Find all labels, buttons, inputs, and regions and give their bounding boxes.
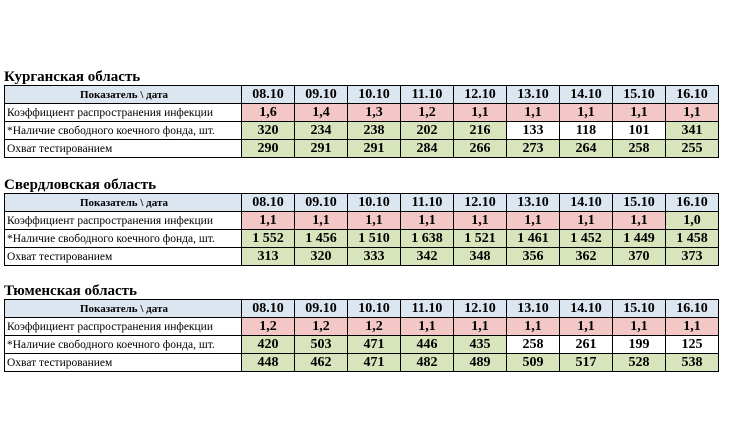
value-cell: 420 xyxy=(242,336,295,354)
value-cell: 216 xyxy=(454,122,507,140)
date-header: 14.10 xyxy=(560,300,613,318)
region-title: Тюменская область xyxy=(4,283,137,299)
value-cell: 291 xyxy=(295,140,348,158)
date-header: 11.10 xyxy=(401,194,454,212)
value-cell: 1,1 xyxy=(454,318,507,336)
value-cell: 1,1 xyxy=(560,104,613,122)
value-cell: 482 xyxy=(401,354,454,372)
value-cell: 1,1 xyxy=(613,104,666,122)
value-cell: 320 xyxy=(295,248,348,266)
region-table-sverdlovsk xyxy=(4,193,719,266)
value-cell: 1 552 xyxy=(242,230,295,248)
value-cell: 1,1 xyxy=(666,104,719,122)
row-label: Коэффициент распространения инфекции xyxy=(5,104,242,122)
value-cell: 258 xyxy=(507,336,560,354)
date-header: 13.10 xyxy=(507,194,560,212)
value-cell: 1,1 xyxy=(242,212,295,230)
value-cell: 341 xyxy=(666,122,719,140)
value-cell: 1,2 xyxy=(242,318,295,336)
value-cell: 1 510 xyxy=(348,230,401,248)
value-cell: 1,1 xyxy=(401,318,454,336)
value-cell: 320 xyxy=(242,122,295,140)
value-cell: 373 xyxy=(666,248,719,266)
value-cell: 1,1 xyxy=(613,212,666,230)
value-cell: 1,0 xyxy=(666,212,719,230)
date-header: 10.10 xyxy=(348,86,401,104)
value-cell: 266 xyxy=(454,140,507,158)
row-label: *Наличие свободного коечного фонда, шт. xyxy=(5,122,242,140)
date-header: 09.10 xyxy=(295,194,348,212)
date-header: 11.10 xyxy=(401,86,454,104)
value-cell: 1 452 xyxy=(560,230,613,248)
value-cell: 370 xyxy=(613,248,666,266)
value-cell: 489 xyxy=(454,354,507,372)
value-cell: 1,1 xyxy=(560,212,613,230)
header-row xyxy=(5,300,719,318)
date-header: 10.10 xyxy=(348,194,401,212)
value-cell: 313 xyxy=(242,248,295,266)
value-cell: 448 xyxy=(242,354,295,372)
value-cell: 471 xyxy=(348,354,401,372)
value-cell: 291 xyxy=(348,140,401,158)
value-cell: 1,3 xyxy=(348,104,401,122)
value-cell: 517 xyxy=(560,354,613,372)
value-cell: 1,1 xyxy=(507,318,560,336)
table-row xyxy=(5,248,719,266)
date-header: 12.10 xyxy=(454,300,507,318)
date-header: 09.10 xyxy=(295,86,348,104)
date-header: 14.10 xyxy=(560,194,613,212)
date-header: 13.10 xyxy=(507,300,560,318)
value-cell: 1 461 xyxy=(507,230,560,248)
table-row xyxy=(5,122,719,140)
value-cell: 101 xyxy=(613,122,666,140)
table-row xyxy=(5,336,719,354)
region-title: Свердловская область xyxy=(4,177,157,193)
value-cell: 118 xyxy=(560,122,613,140)
date-header: 15.10 xyxy=(613,86,666,104)
header-row xyxy=(5,86,719,104)
table-row xyxy=(5,104,719,122)
value-cell: 1 458 xyxy=(666,230,719,248)
row-label: Коэффициент распространения инфекции xyxy=(5,318,242,336)
value-cell: 462 xyxy=(295,354,348,372)
value-cell: 1,1 xyxy=(560,318,613,336)
date-header: 08.10 xyxy=(242,300,295,318)
value-cell: 446 xyxy=(401,336,454,354)
value-cell: 1,1 xyxy=(401,212,454,230)
value-cell: 471 xyxy=(348,336,401,354)
value-cell: 348 xyxy=(454,248,507,266)
value-cell: 255 xyxy=(666,140,719,158)
value-cell: 1,1 xyxy=(613,318,666,336)
row-label: Коэффициент распространения инфекции xyxy=(5,212,242,230)
region-table-kurgan xyxy=(4,85,719,158)
date-header: 15.10 xyxy=(613,300,666,318)
value-cell: 1,1 xyxy=(507,104,560,122)
date-header: 10.10 xyxy=(348,300,401,318)
value-cell: 1 449 xyxy=(613,230,666,248)
value-cell: 342 xyxy=(401,248,454,266)
value-cell: 273 xyxy=(507,140,560,158)
value-cell: 333 xyxy=(348,248,401,266)
value-cell: 509 xyxy=(507,354,560,372)
value-cell: 199 xyxy=(613,336,666,354)
value-cell: 362 xyxy=(560,248,613,266)
value-cell: 1,4 xyxy=(295,104,348,122)
date-header: 13.10 xyxy=(507,86,560,104)
value-cell: 1,2 xyxy=(401,104,454,122)
date-header: 08.10 xyxy=(242,86,295,104)
value-cell: 238 xyxy=(348,122,401,140)
value-cell: 258 xyxy=(613,140,666,158)
row-label: Охват тестированием xyxy=(5,354,242,372)
date-header: 08.10 xyxy=(242,194,295,212)
value-cell: 1,1 xyxy=(295,212,348,230)
table-row xyxy=(5,318,719,336)
table-row xyxy=(5,354,719,372)
indicator-table xyxy=(4,193,719,266)
value-cell: 1,2 xyxy=(295,318,348,336)
value-cell: 1,1 xyxy=(666,318,719,336)
row-label: Охват тестированием xyxy=(5,248,242,266)
header-label: Показатель \ дата xyxy=(5,86,242,104)
date-header: 14.10 xyxy=(560,86,613,104)
value-cell: 1,6 xyxy=(242,104,295,122)
header-row xyxy=(5,194,719,212)
value-cell: 1,1 xyxy=(507,212,560,230)
date-header: 16.10 xyxy=(666,86,719,104)
row-label: *Наличие свободного коечного фонда, шт. xyxy=(5,336,242,354)
value-cell: 290 xyxy=(242,140,295,158)
value-cell: 284 xyxy=(401,140,454,158)
value-cell: 528 xyxy=(613,354,666,372)
value-cell: 264 xyxy=(560,140,613,158)
value-cell: 1 521 xyxy=(454,230,507,248)
date-header: 12.10 xyxy=(454,194,507,212)
table-row xyxy=(5,230,719,248)
indicator-table xyxy=(4,85,719,158)
indicator-table xyxy=(4,299,719,372)
value-cell: 1 456 xyxy=(295,230,348,248)
row-label: *Наличие свободного коечного фонда, шт. xyxy=(5,230,242,248)
date-header: 09.10 xyxy=(295,300,348,318)
value-cell: 234 xyxy=(295,122,348,140)
date-header: 16.10 xyxy=(666,194,719,212)
value-cell: 1,2 xyxy=(348,318,401,336)
date-header: 11.10 xyxy=(401,300,454,318)
value-cell: 125 xyxy=(666,336,719,354)
region-table-tyumen xyxy=(4,299,719,372)
value-cell: 1 638 xyxy=(401,230,454,248)
value-cell: 1,1 xyxy=(348,212,401,230)
value-cell: 133 xyxy=(507,122,560,140)
date-header: 16.10 xyxy=(666,300,719,318)
table-row xyxy=(5,140,719,158)
value-cell: 435 xyxy=(454,336,507,354)
row-label: Охват тестированием xyxy=(5,140,242,158)
value-cell: 356 xyxy=(507,248,560,266)
value-cell: 1,1 xyxy=(454,212,507,230)
table-row xyxy=(5,212,719,230)
value-cell: 1,1 xyxy=(454,104,507,122)
value-cell: 261 xyxy=(560,336,613,354)
header-label: Показатель \ дата xyxy=(5,194,242,212)
region-title: Курганская область xyxy=(4,69,141,85)
date-header: 12.10 xyxy=(454,86,507,104)
value-cell: 538 xyxy=(666,354,719,372)
value-cell: 503 xyxy=(295,336,348,354)
header-label: Показатель \ дата xyxy=(5,300,242,318)
value-cell: 202 xyxy=(401,122,454,140)
date-header: 15.10 xyxy=(613,194,666,212)
